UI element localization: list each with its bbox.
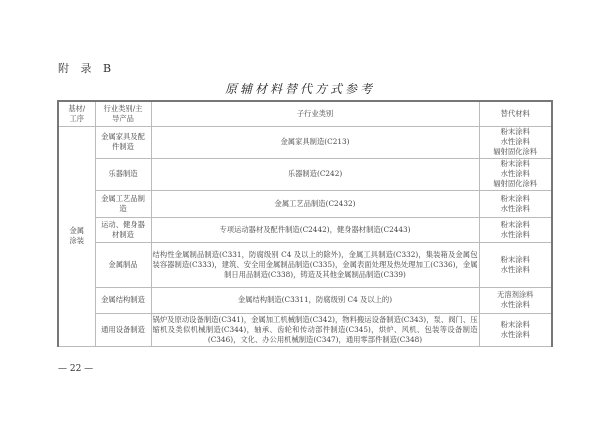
subcategory-cell: 结构性金属制品制造(C331，防腐级别 C4 及以上的除外)，金属工具制造(C332)，集装箱及金属包装容器制造(C333)，建筑、安全用金属制品制造(C335)，金属表面处理及热处理加工(C336)，金属制日用品制造(C338)，铸造及其他金属制品制造(C339) [151,242,479,287]
materials-cell [479,190,552,217]
material-item: 水性涂料 [500,137,530,146]
header-category: 行业类别/主导产品 [95,101,151,126]
material-item: 粉末涂料 [500,319,530,329]
table-row [58,217,552,242]
header-subcategory: 子行业类别 [151,101,479,126]
category-cell: 运动、健身器材制造 [95,217,151,242]
material-item: 粉末涂料 [500,127,530,136]
table-title: 原辅材料替代方式参考 [224,82,375,96]
material-item: 辐射固化涂料 [493,179,538,188]
materials-cell [479,313,552,346]
table-row [58,158,552,190]
table-row [58,190,552,217]
appendix-label: 附 录 B [58,62,116,75]
group-cell: 金属涂装 [58,126,95,346]
material-item: 水性涂料 [500,300,530,309]
material-item: 水性涂料 [500,264,530,274]
subcategory-cell: 金属家具制造(C213) [151,126,479,158]
materials-cell [479,287,552,313]
material-item: 水性涂料 [500,329,530,339]
subcategory-cell: 锅炉及原动设备制造(C341)，金属加工机械制造(C342)，物料搬运设备制造(C343)，泵、阀门、压缩机及类似机械制造(C344)，轴承、齿轮和传动部件制造(C345)，烘炉、风机、包装等设备制造(C346)，文化、办公用机械制造(C347)，通用零部件制造(C348) [151,313,479,346]
header-materials: 替代材料 [479,101,552,126]
material-item: 水性涂料 [500,169,530,178]
table-row [58,242,552,287]
category-cell: 通用设备制造 [95,313,151,346]
table-header-row [58,101,552,126]
material-item: 水性涂料 [500,203,530,213]
subcategory-cell: 金属工艺品制造(C2432) [151,190,479,217]
category-cell: 乐器制造 [95,158,151,190]
table-row [58,313,552,346]
subcategory-cell: 金属结构制造(C3311，防腐级别 C4 及以上的) [151,287,479,313]
table-row [58,287,552,313]
material-item: 无溶剂涂料 [497,290,534,299]
material-item: 粉末涂料 [500,254,530,264]
substitution-table [57,100,553,347]
subcategory-cell: 专项运动器材及配件制造(C2442)，健身器材制造(C2443) [151,217,479,242]
material-item: 辐射固化涂料 [493,147,538,156]
material-item: 粉末涂料 [500,193,530,203]
page-number: — 22 — [58,364,94,374]
materials-cell [479,242,552,287]
material-item: 水性涂料 [500,229,530,239]
category-cell: 金属工艺品制造 [95,190,151,217]
category-cell: 金属家具及配件制造 [95,126,151,158]
materials-cell [479,126,552,158]
material-item: 粉末涂料 [500,159,530,168]
materials-cell [479,217,552,242]
materials-cell [479,158,552,190]
category-cell: 金属结构制造 [95,287,151,313]
material-item: 粉末涂料 [500,219,530,229]
subcategory-cell: 乐器制造(C242) [151,158,479,190]
category-cell: 金属制品 [95,242,151,287]
header-substrate: 基材/工序 [58,101,95,126]
table-row [58,126,552,158]
